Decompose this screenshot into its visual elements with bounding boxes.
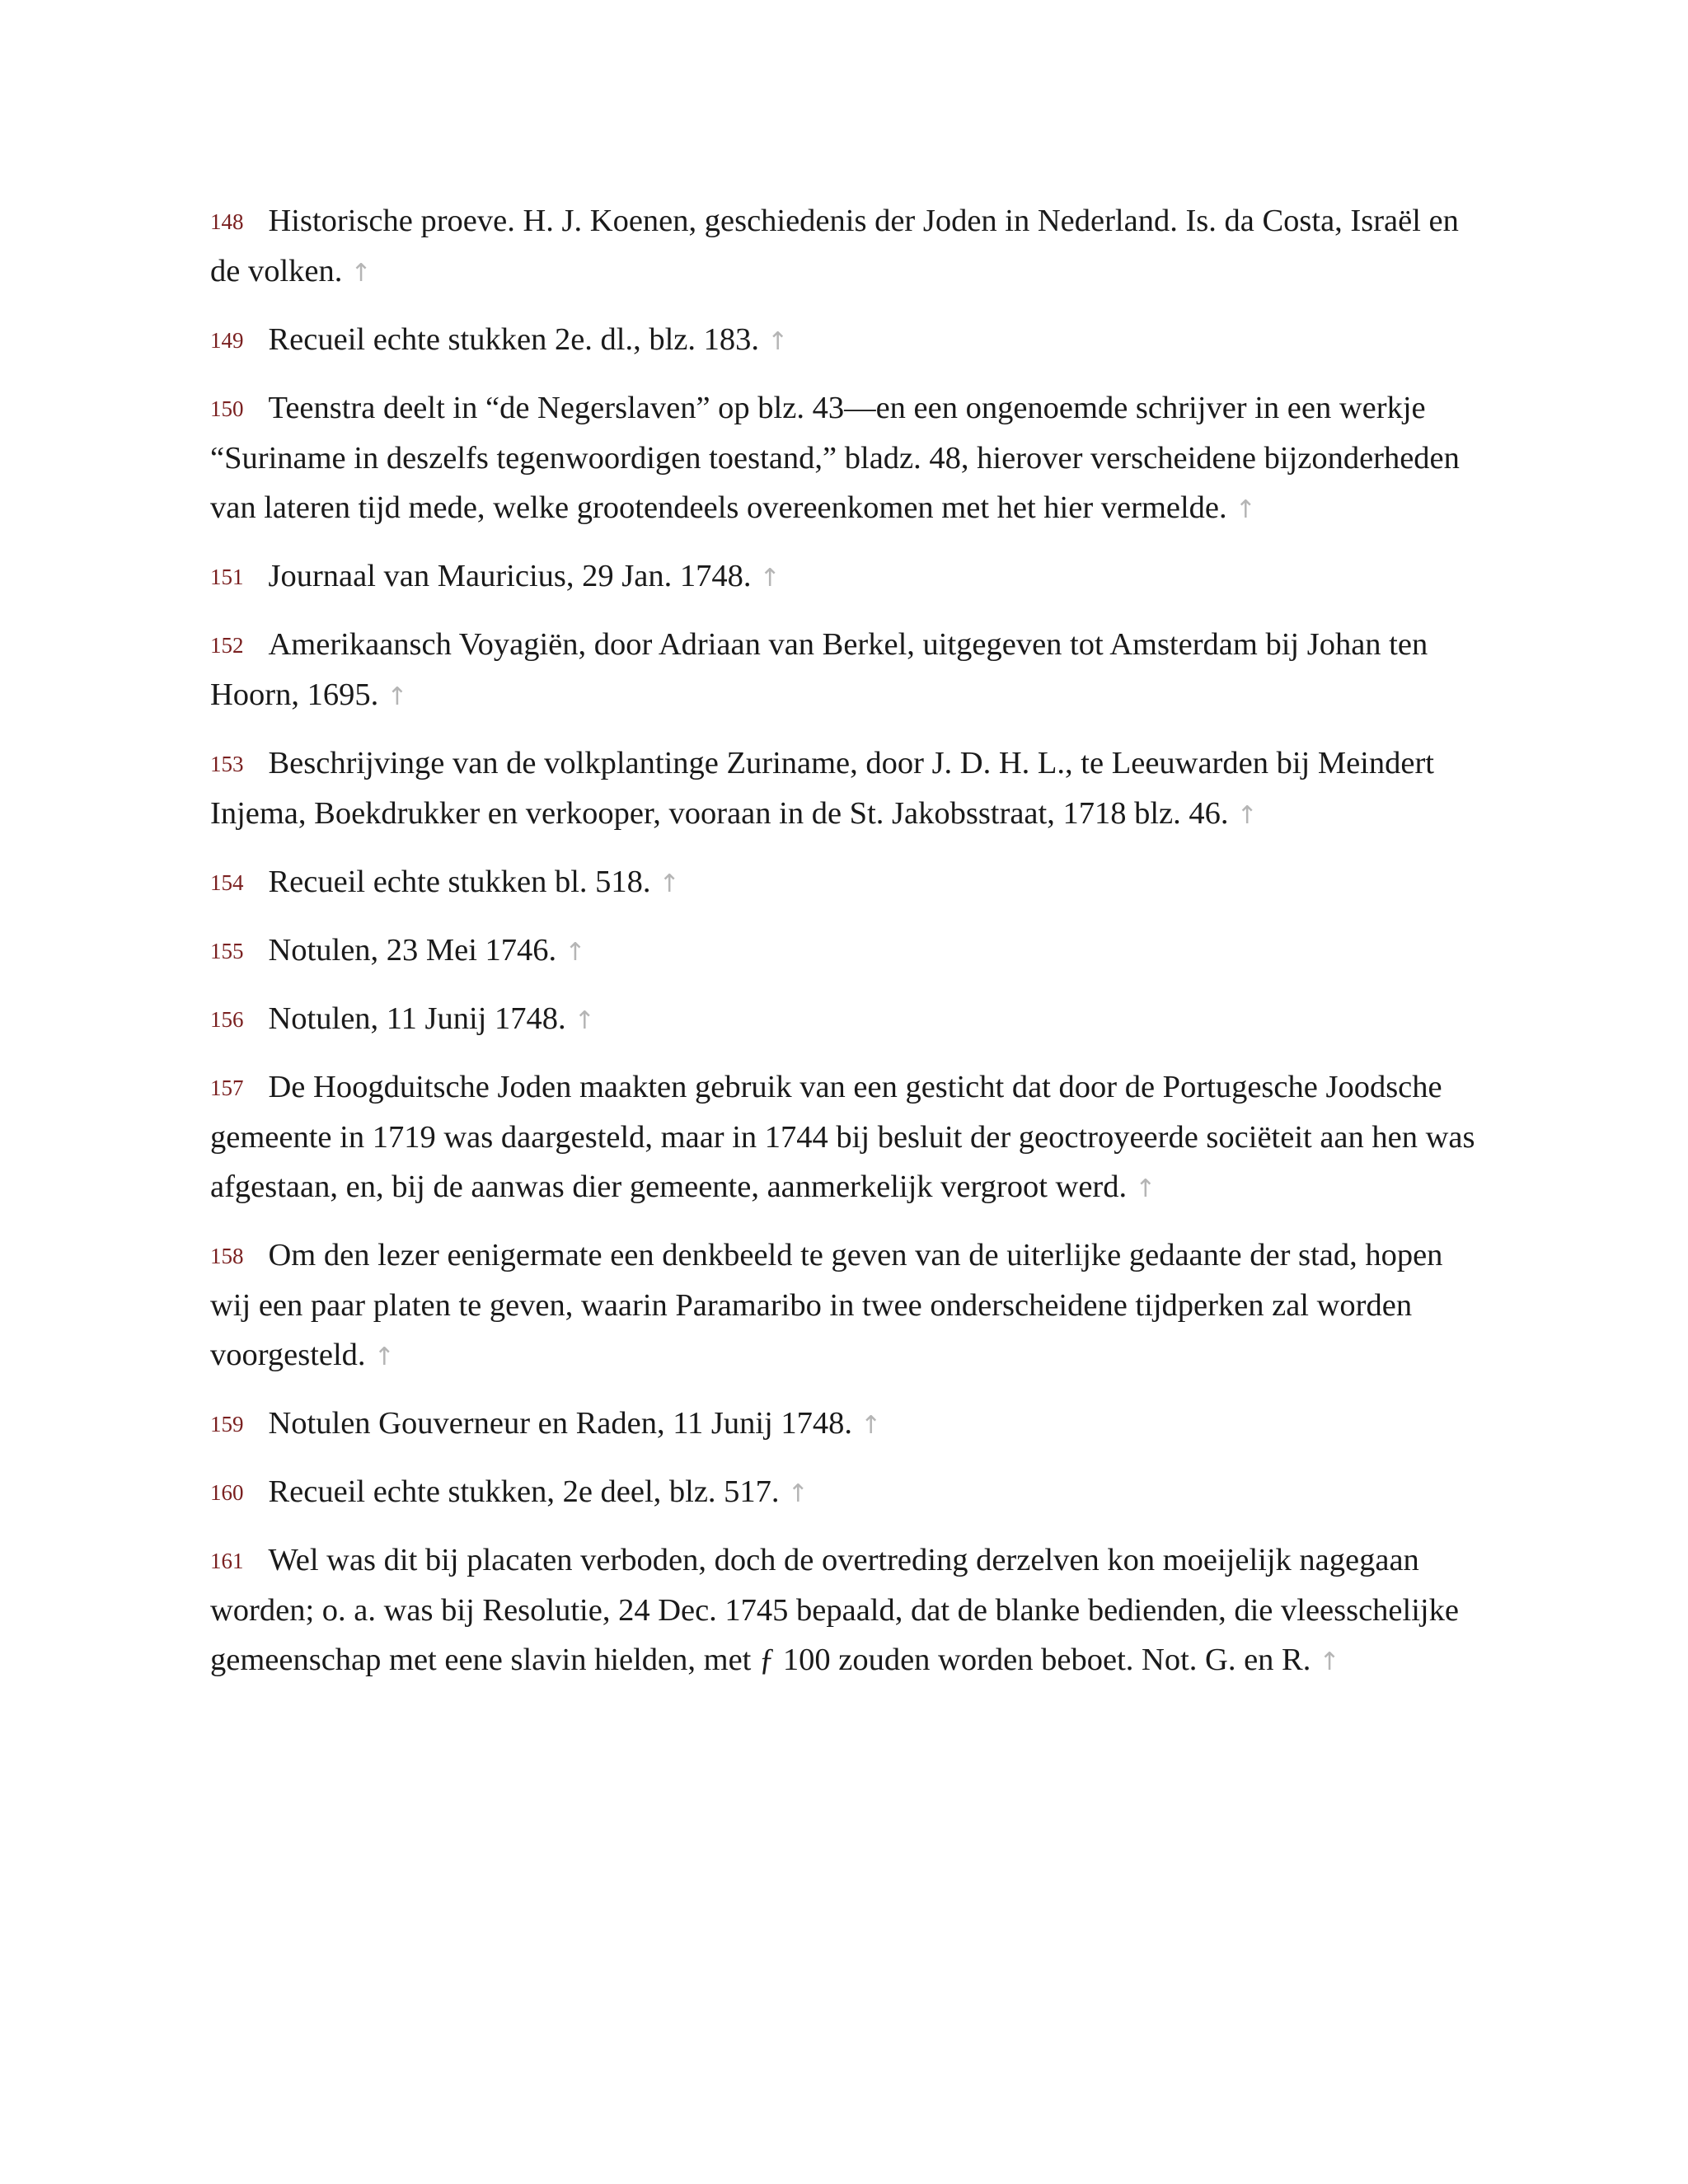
footnote-number[interactable]: 157 [210,1076,244,1100]
footnote-text: Recueil echte stukken 2e. dl., blz. 183. [268,322,760,357]
footnote-158 [210,1230,1479,1382]
back-arrow-icon[interactable]: ↑ [1135,1174,1156,1203]
back-arrow-icon[interactable]: ↑ [1319,1647,1340,1676]
footnote-155 [210,926,1479,977]
back-arrow-icon[interactable]: ↑ [1236,801,1258,830]
footnote-text: Om den lezer eenigermate een denkbeeld te geven van de uiterlijke gedaante der stad, hopen wij een paar platen te geven, waarin Paramaribo in twee onderscheidene tijdperken zal worden voorgesteld. [210,1238,1443,1372]
footnote-148 [210,196,1479,298]
footnote-text: Beschrijvinge van de volkplantinge Zuriname, door J. D. H. L., te Leeuwarden bij Meindert Injema, Boekdrukker en verkooper, vooraan in de St. Jakobsstraat, 1718 blz. 46. [210,746,1434,831]
footnote-154 [210,857,1479,909]
footnotes-page [210,196,1479,1704]
footnote-number[interactable]: 152 [210,633,244,658]
footnote-number[interactable]: 149 [210,328,244,353]
footnote-text: Notulen, 11 Junij 1748. [268,1001,566,1036]
footnote-number[interactable]: 161 [210,1549,244,1573]
back-arrow-icon[interactable]: ↑ [387,682,408,711]
footnote-text: Historische proeve. H. J. Koenen, geschiedenis der Joden in Nederland. Is. da Costa, Israël en de volken. [210,204,1459,288]
footnote-text: Journaal van Mauricius, 29 Jan. 1748. [268,559,752,593]
back-arrow-icon[interactable]: ↑ [759,564,781,593]
footnote-number[interactable]: 158 [210,1244,244,1268]
footnote-text: Recueil echte stukken, 2e deel, blz. 517. [268,1474,780,1509]
footnote-text: Wel was dit bij placaten verboden, doch de overtreding derzelven kon moeijelijk nagegaan worden; o. a. was bij Resolutie, 24 Dec. 1745 bepaald, dat de blanke bedienden, die vleesschelijke gemeenschap met eene slavin hielden, met ƒ 100 zouden worden beboet. Not. G. en R. [210,1543,1459,1677]
footnote-number[interactable]: 150 [210,396,244,421]
footnote-text: Amerikaansch Voyagiën, door Adriaan van Berkel, uitgegeven tot Amsterdam bij Johan ten Hoorn, 1695. [210,627,1428,712]
back-arrow-icon[interactable]: ↑ [767,327,789,356]
footnote-number[interactable]: 155 [210,939,244,963]
footnote-152 [210,620,1479,722]
footnote-153 [210,738,1479,841]
back-arrow-icon[interactable]: ↑ [659,869,680,898]
footnote-number[interactable]: 151 [210,565,244,589]
footnote-number[interactable]: 160 [210,1480,244,1505]
back-arrow-icon[interactable]: ↑ [350,259,372,288]
back-arrow-icon[interactable]: ↑ [787,1479,809,1508]
footnote-number[interactable]: 156 [210,1007,244,1032]
footnote-text: De Hoogduitsche Joden maakten gebruik van een gesticht dat door de Portugesche Joodsche gemeente in 1719 was daargesteld, maar in 1744 bij besluit der geoctroyeerde sociëteit aan hen was afgestaan, en, bij de aanwas dier gemeente, aanmerkelijk vergroot werd. [210,1070,1475,1204]
footnote-150 [210,383,1479,535]
footnote-number[interactable]: 154 [210,870,244,895]
footnote-number[interactable]: 159 [210,1412,244,1436]
back-arrow-icon[interactable]: ↑ [574,1006,595,1035]
footnote-161 [210,1535,1479,1687]
footnote-151 [210,551,1479,603]
footnote-number[interactable]: 153 [210,752,244,776]
back-arrow-icon[interactable]: ↑ [860,1411,882,1440]
footnote-number[interactable]: 148 [210,209,244,234]
footnote-157 [210,1062,1479,1214]
footnote-text: Teenstra deelt in “de Negerslaven” op blz. 43—en een ongenoemde schrijver in een werkje “Suriname in deszelfs tegenwoordigen toestand,” bladz. 48, hierover verscheidene bijzonderheden van lateren tijd mede, welke grootendeels overeenkomen met het hier vermelde. [210,391,1460,525]
footnote-149 [210,315,1479,367]
footnote-160 [210,1467,1479,1519]
footnote-text: Notulen Gouverneur en Raden, 11 Junij 1748. [268,1406,853,1441]
back-arrow-icon[interactable]: ↑ [565,938,586,967]
footnote-156 [210,994,1479,1046]
back-arrow-icon[interactable]: ↑ [1235,495,1256,524]
footnote-159 [210,1399,1479,1451]
back-arrow-icon[interactable]: ↑ [373,1343,395,1371]
footnote-text: Notulen, 23 Mei 1746. [268,933,557,968]
footnote-text: Recueil echte stukken bl. 518. [268,865,651,899]
